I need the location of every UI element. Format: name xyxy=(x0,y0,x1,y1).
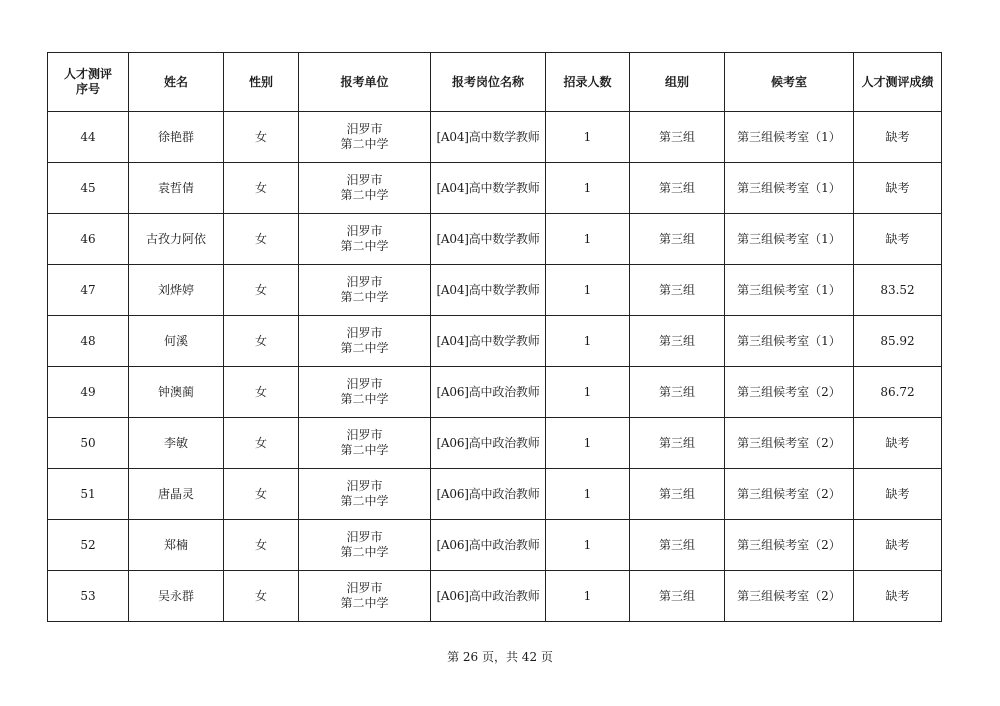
cell-score: 缺考 xyxy=(854,520,942,571)
cell-unit: 汨罗市 第二中学 xyxy=(299,469,431,520)
col-header-group: 组别 xyxy=(630,53,725,112)
col-header-gender: 性别 xyxy=(224,53,299,112)
cell-group: 第三组 xyxy=(630,367,725,418)
cell-gender: 女 xyxy=(224,469,299,520)
cell-name: 唐晶灵 xyxy=(129,469,224,520)
cell-position: [A06]高中政治教师 xyxy=(431,571,546,622)
cell-quota: 1 xyxy=(546,316,630,367)
cell-group: 第三组 xyxy=(630,316,725,367)
cell-unit: 汨罗市 第二中学 xyxy=(299,520,431,571)
cell-quota: 1 xyxy=(546,571,630,622)
cell-group: 第三组 xyxy=(630,163,725,214)
col-header-name: 姓名 xyxy=(129,53,224,112)
cell-name: 吴永群 xyxy=(129,571,224,622)
table-row xyxy=(48,418,942,469)
col-header-room: 候考室 xyxy=(725,53,854,112)
cell-name: 郑楠 xyxy=(129,520,224,571)
cell-group: 第三组 xyxy=(630,112,725,163)
cell-score: 缺考 xyxy=(854,418,942,469)
cell-score: 缺考 xyxy=(854,571,942,622)
cell-group: 第三组 xyxy=(630,214,725,265)
cell-name: 古孜力阿依 xyxy=(129,214,224,265)
cell-gender: 女 xyxy=(224,214,299,265)
table-row xyxy=(48,112,942,163)
cell-group: 第三组 xyxy=(630,418,725,469)
cell-no: 53 xyxy=(48,571,129,622)
page-footer: 第 26 页，共 42 页 xyxy=(447,650,553,664)
cell-position: [A06]高中政治教师 xyxy=(431,367,546,418)
cell-quota: 1 xyxy=(546,265,630,316)
cell-gender: 女 xyxy=(224,112,299,163)
col-header-quota: 招录人数 xyxy=(546,53,630,112)
cell-score: 缺考 xyxy=(854,469,942,520)
cell-position: [A06]高中政治教师 xyxy=(431,469,546,520)
cell-position: [A04]高中数学教师 xyxy=(431,112,546,163)
table-row xyxy=(48,163,942,214)
cell-position: [A06]高中政治教师 xyxy=(431,520,546,571)
cell-score: 缺考 xyxy=(854,214,942,265)
cell-quota: 1 xyxy=(546,163,630,214)
cell-room: 第三组候考室（2） xyxy=(725,571,854,622)
cell-no: 44 xyxy=(48,112,129,163)
col-header-score: 人才测评成绩 xyxy=(854,53,942,112)
cell-position: [A06]高中政治教师 xyxy=(431,418,546,469)
cell-score: 缺考 xyxy=(854,112,942,163)
cell-room: 第三组候考室（2） xyxy=(725,367,854,418)
cell-no: 46 xyxy=(48,214,129,265)
cell-unit: 汨罗市 第二中学 xyxy=(299,214,431,265)
table-row xyxy=(48,571,942,622)
cell-score: 缺考 xyxy=(854,163,942,214)
cell-unit: 汨罗市 第二中学 xyxy=(299,316,431,367)
cell-position: [A04]高中数学教师 xyxy=(431,214,546,265)
cell-room: 第三组候考室（1） xyxy=(725,112,854,163)
cell-position: [A04]高中数学教师 xyxy=(431,163,546,214)
table-row xyxy=(48,316,942,367)
cell-position: [A04]高中数学教师 xyxy=(431,265,546,316)
cell-room: 第三组候考室（1） xyxy=(725,163,854,214)
cell-score: 83.52 xyxy=(854,265,942,316)
cell-gender: 女 xyxy=(224,367,299,418)
cell-room: 第三组候考室（2） xyxy=(725,418,854,469)
cell-room: 第三组候考室（1） xyxy=(725,214,854,265)
cell-name: 徐艳群 xyxy=(129,112,224,163)
cell-quota: 1 xyxy=(546,112,630,163)
cell-name: 钟澳蔺 xyxy=(129,367,224,418)
cell-no: 50 xyxy=(48,418,129,469)
cell-quota: 1 xyxy=(546,367,630,418)
table-row xyxy=(48,265,942,316)
cell-position: [A04]高中数学教师 xyxy=(431,316,546,367)
col-header-unit: 报考单位 xyxy=(299,53,431,112)
table-row xyxy=(48,214,942,265)
table-body xyxy=(48,112,942,622)
cell-room: 第三组候考室（2） xyxy=(725,469,854,520)
col-header-no: 人才测评 序号 xyxy=(48,53,129,112)
cell-unit: 汨罗市 第二中学 xyxy=(299,265,431,316)
cell-quota: 1 xyxy=(546,214,630,265)
cell-name: 袁哲倩 xyxy=(129,163,224,214)
results-table xyxy=(47,52,942,622)
cell-gender: 女 xyxy=(224,520,299,571)
cell-no: 48 xyxy=(48,316,129,367)
table-row xyxy=(48,520,942,571)
cell-no: 47 xyxy=(48,265,129,316)
cell-gender: 女 xyxy=(224,163,299,214)
cell-no: 45 xyxy=(48,163,129,214)
table-row xyxy=(48,469,942,520)
cell-room: 第三组候考室（2） xyxy=(725,520,854,571)
table-row xyxy=(48,367,942,418)
cell-gender: 女 xyxy=(224,265,299,316)
cell-unit: 汨罗市 第二中学 xyxy=(299,367,431,418)
cell-name: 刘烨婷 xyxy=(129,265,224,316)
cell-quota: 1 xyxy=(546,520,630,571)
cell-quota: 1 xyxy=(546,418,630,469)
cell-unit: 汨罗市 第二中学 xyxy=(299,418,431,469)
cell-name: 李敏 xyxy=(129,418,224,469)
cell-name: 何溪 xyxy=(129,316,224,367)
cell-group: 第三组 xyxy=(630,469,725,520)
cell-group: 第三组 xyxy=(630,520,725,571)
cell-quota: 1 xyxy=(546,469,630,520)
cell-no: 49 xyxy=(48,367,129,418)
cell-gender: 女 xyxy=(224,418,299,469)
cell-no: 51 xyxy=(48,469,129,520)
cell-no: 52 xyxy=(48,520,129,571)
cell-score: 85.92 xyxy=(854,316,942,367)
cell-gender: 女 xyxy=(224,316,299,367)
header-row xyxy=(48,53,942,112)
cell-unit: 汨罗市 第二中学 xyxy=(299,571,431,622)
cell-group: 第三组 xyxy=(630,571,725,622)
cell-unit: 汨罗市 第二中学 xyxy=(299,112,431,163)
cell-group: 第三组 xyxy=(630,265,725,316)
cell-room: 第三组候考室（1） xyxy=(725,265,854,316)
col-header-position: 报考岗位名称 xyxy=(431,53,546,112)
cell-unit: 汨罗市 第二中学 xyxy=(299,163,431,214)
cell-score: 86.72 xyxy=(854,367,942,418)
cell-room: 第三组候考室（1） xyxy=(725,316,854,367)
cell-gender: 女 xyxy=(224,571,299,622)
